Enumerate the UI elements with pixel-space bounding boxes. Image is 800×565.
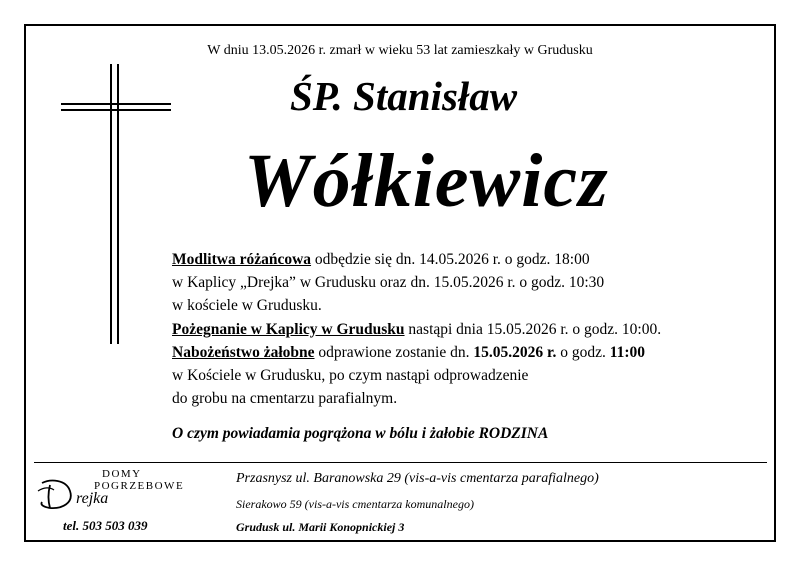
surname: Wółkiewicz xyxy=(244,139,609,223)
cross-icon-horizontal-bottom xyxy=(61,109,171,111)
cross-icon-vertical-right xyxy=(117,64,119,344)
farewell-label: Pożegnanie w Kaplicy w Grudusku xyxy=(172,320,405,338)
funeral-mass-text-b: o godz. xyxy=(556,343,610,361)
procession-line: w Kościele w Grudusku, po czym nastąpi odprowadzenie xyxy=(172,367,529,385)
logo-line-domy: DOMY xyxy=(102,468,142,480)
funeral-mass-label: Nabożeństwo żałobne xyxy=(172,343,315,361)
d-letter-logo-icon xyxy=(36,475,76,513)
logo-line-drejka: rejka xyxy=(76,490,109,507)
salutation-name: ŚP. Stanisław xyxy=(290,73,518,119)
funeral-mass-date: 15.05.2026 r. xyxy=(473,343,557,361)
cross-icon-horizontal-top xyxy=(61,103,171,105)
death-notice-header: W dniu 13.05.2026 r. zmarł w wieku 53 lat zamieszkały w Grudusku xyxy=(207,43,593,58)
funeral-mass-time: 11:00 xyxy=(609,343,646,361)
farewell-line xyxy=(172,318,752,341)
ceremony-details xyxy=(172,248,752,410)
cross-icon-vertical-left xyxy=(110,64,112,344)
church-line: w kościele w Grudusku. xyxy=(172,297,322,315)
address-sierakowo: Sierakowo 59 (vis-a-vis cmentarza komunalnego) xyxy=(236,497,474,511)
address-przasnysz: Przasnysz ul. Baranowska 29 (vis-a-vis cmentarza parafialnego) xyxy=(236,471,599,486)
funeral-mass-text-a: odprawione zostanie dn. xyxy=(314,343,474,361)
cemetery-line: do grobu na cmentarzu parafialnym. xyxy=(172,390,398,408)
chapel-line: w Kaplicy „Drejka” w Grudusku oraz dn. 15.05.2026 r. o godz. 10:30 xyxy=(172,274,605,292)
rosary-line xyxy=(172,248,752,271)
rosary-label: Modlitwa różańcowa xyxy=(172,251,312,268)
rosary-text: odbędzie się dn. 14.05.2026 r. o godz. 18:00 xyxy=(311,251,590,268)
address-grudusk: Grudusk ul. Marii Konopnickiej 3 xyxy=(236,520,405,534)
funeral-home-logo xyxy=(36,466,186,516)
funeral-mass-line xyxy=(172,341,752,364)
footer-divider xyxy=(34,462,767,463)
family-closing: O czym powiadamia pogrążona w bólu i żałobie RODZINA xyxy=(172,425,549,442)
logo-line-pogrzebowe: POGRZEBOWE xyxy=(94,480,185,492)
phone-number: tel. 503 503 039 xyxy=(63,518,148,533)
farewell-text: nastąpi dnia 15.05.2026 r. o godz. 10:00. xyxy=(404,320,662,338)
